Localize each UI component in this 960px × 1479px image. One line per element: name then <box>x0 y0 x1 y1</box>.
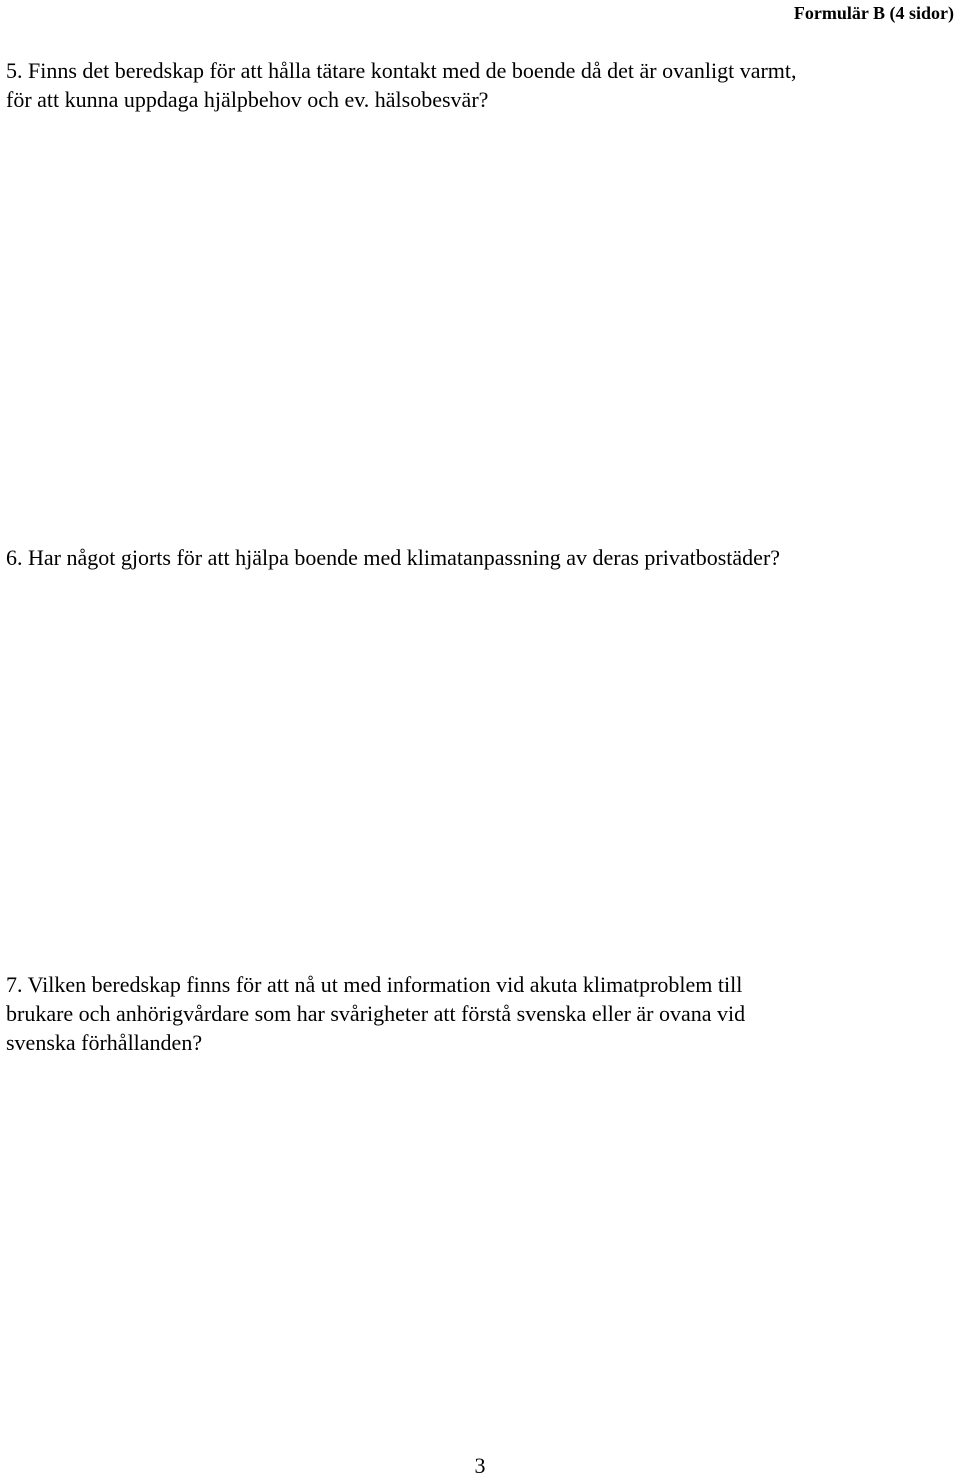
question-6 <box>6 543 956 572</box>
question-6-line-1: 6. Har något gjorts för att hjälpa boende med klimatanpassning av deras privatbostäder? <box>6 545 781 570</box>
question-7-line-3: svenska förhållanden? <box>6 1030 203 1055</box>
question-5 <box>6 56 956 114</box>
question-7 <box>6 970 956 1057</box>
page-number: 3 <box>474 1453 486 1478</box>
question-5-line-1: 5. Finns det beredskap för att hålla tätare kontakt med de boende då det är ovanligt varmt, <box>6 58 797 83</box>
question-5-line-2: för att kunna uppdaga hjälpbehov och ev. hälsobesvär? <box>6 87 489 112</box>
question-7-line-2: brukare och anhörigvårdare som har svårigheter att förstå svenska eller är ovana vid <box>6 1001 746 1026</box>
form-header-label: Formulär B (4 sidor) <box>793 3 954 23</box>
question-7-line-1: 7. Vilken beredskap finns för att nå ut med information vid akuta klimatproblem till <box>6 972 743 997</box>
